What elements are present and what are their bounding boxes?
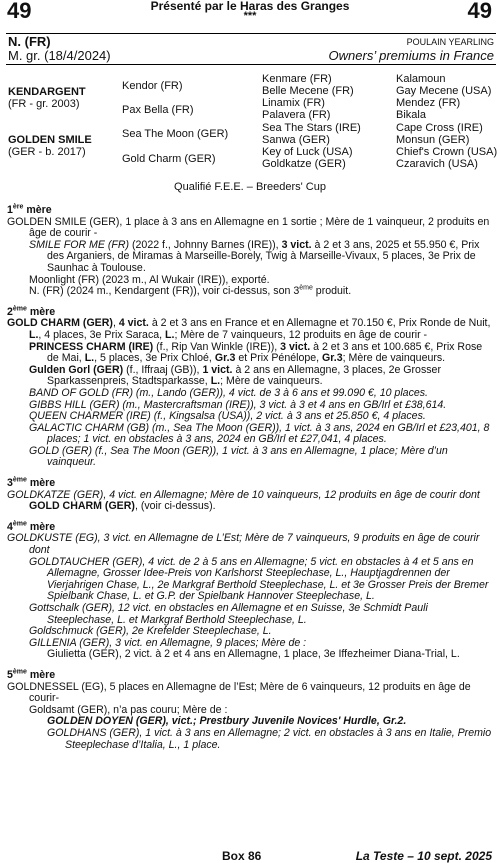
gen3-1: Kenmare (FR) (262, 73, 332, 85)
dam4-produce-goldschmuck: Goldschmuck (GER), 2e Krefelder Steeplechase, L. (29, 625, 272, 638)
gen3-7: Key of Luck (USA) (262, 146, 353, 158)
dam5-heading: 5ème mère (7, 668, 56, 681)
dam4-produce-goldtaucher: GOLDTAUCHER (GER), 4 vict. de 2 à 5 ans en Allemagne; 5 vict. en obstacles à 4 et 5 ans en Allemagne, Grosser Idee-Preis von Karlshorst Steeplechase, L., Hauptjagdrennen der Vierjahrigen Chase, L., 2e Markgraf Berthold Steeplechase, L. et 3e Grosser Preis der Bremer Spielbank Chase, L. et G.P. der Spielbank Hannover Steeplechase, L. (29, 555, 489, 603)
horse-name: N. (FR) (8, 34, 51, 49)
gen2-1: Kendor (FR) (122, 80, 183, 92)
gen3-5: Sea The Stars (IRE) (262, 122, 361, 134)
dam5-produce-golden-doyen: GOLDEN DOYEN (GER), vict.; Prestbury Juvenile Novices' Hurdle, Gr.2. (47, 715, 407, 728)
gen4-5: Cape Cross (IRE) (396, 122, 483, 134)
qualification: Qualifié F.E.E. – Breeders' Cup (174, 181, 326, 193)
gen4-6: Monsun (GER) (396, 134, 470, 146)
box-number: Box 86 (222, 849, 262, 863)
dam3-line: GOLDKATZE (GER), 4 vict. en Allemagne; Mère de 10 vainqueurs, 12 produits en âge de courir dont (7, 488, 480, 501)
produce-record (7, 205, 493, 751)
dam3-heading: 3ème mère (7, 476, 56, 490)
dam-info: (GER - b. 2017) (8, 146, 86, 158)
gen3-6: Sanwa (GER) (262, 134, 330, 146)
dam1-produce-3: N. (FR) (2024 m., Kendargent (FR)), voir ci-dessus, son 3ème produit. (29, 284, 352, 298)
dam1-line: GOLDEN SMILE (GER), 1 place à 3 ans en Allemagne en 1 sortie ; Mère de 1 vainqueur, 2 produits en âge de courir - (7, 215, 490, 240)
dam5-produce-goldsamt: Goldsamt (GER), n’a pas couru; Mère de : (29, 703, 228, 716)
gen3-8: Goldkatze (GER) (262, 158, 346, 170)
gen3-2: Belle Mecene (FR) (262, 85, 354, 97)
gen2-4: Gold Charm (GER) (122, 153, 216, 165)
dam4-line: GOLDKUSTE (EG), 3 vict. en Allemagne de L’Est; Mère de 7 vainqueurs, 9 produits en âge de courir dont (7, 532, 480, 557)
gen4-2: Gay Mecene (USA) (396, 85, 492, 97)
horse-header (6, 33, 496, 65)
lot-number-left: 49 (7, 0, 32, 23)
dam1-produce-2: Moonlight (FR) (2023 m., Al Wukair (IRE)), exporté. (29, 273, 270, 286)
dam5-produce-goldhans: GOLDHANS (GER), 1 vict. à 3 ans en Allemagne; 2 vict. en obstacles à 3 ans en Italie, Premio Steeplechase d’Italia, L., 1 place. (47, 726, 492, 751)
dam4-produce-gillenia: GILLENIA (GER), 3 vict. en Allemagne, 9 places; Mère de : (29, 636, 307, 649)
category: POULAIN YEARLING (406, 37, 494, 47)
dam1-produce-1: SMILE FOR ME (FR) (2022 f., Johnny Barnes (IRE)), 3 vict. à 2 et 3 ans, 2025 et 55.950 €, Prix des Arganiers, de Miramas à Marseille-Borely, Twig à Marseille-Vivaux, 5 places, 3e Prix de Saunhac à Toulouse. (29, 238, 480, 274)
dam5-line: GOLDNESSEL (EG), 5 places en Allemagne de l’Est; Mère de 6 vainqueurs, 12 produits en âge de courir- (7, 680, 471, 705)
gen4-1: Kalamoun (396, 73, 446, 85)
owners-premiums: Owners’ premiums in France (328, 48, 494, 63)
dam4-produce-gottschalk: Gottschalk (GER), 12 vict. en obstacles en Allemagne et en Suisse, 3e Schmidt Pauli Steeplechase, L. et Markgraf Berthold Steeplechase, L. (29, 602, 428, 626)
dam2-line: GOLD CHARM (GER), 4 vict. à 2 et 3 ans en France et en Allemagne et 70.150 €, Prix Ronde de Nuit, L., 4 places, 3e Prix Saraca, L.; Mère de 7 vainqueurs, 12 produits en âge de courir - (7, 317, 491, 341)
horse-details: M. gr. (18/4/2024) (8, 48, 111, 63)
gen2-3: Sea The Moon (GER) (122, 128, 229, 140)
dam2-produce-gibbs-hill: GIBBS HILL (GER) (m., Mastercraftsman (IRE)), 3 vict. à 3 et 4 ans en GB/Irl et £38,614. (29, 398, 447, 411)
dam2-produce-gulden-gorl: Gulden Gorl (GER) (f., Iffraaj (GB)), 1 vict. à 2 ans en Allemagne, 3 places, 2e Grosser Sparkassenpreis, Stadtsparkasse, L.; Mère de vainqueurs. (29, 363, 441, 388)
dam2-produce-gold: GOLD (GER) (f., Sea The Moon (GER)), 1 vict. à 3 ans en Allemagne, 1 place; Mère d’un vainqueur. (29, 444, 448, 469)
dam3-produce: GOLD CHARM (GER), (voir ci-dessus). (29, 500, 216, 513)
dam1-heading: 1ère mère (7, 203, 52, 216)
gen3-3: Linamix (FR) (262, 97, 325, 109)
dam4-heading: 4ème mère (7, 520, 56, 533)
sale-venue-date: La Teste – 10 sept. 2025 (355, 849, 492, 863)
dam2-produce-princess-charm: PRINCESS CHARM (IRE) (f., Rip Van Winkle (IRE)), 3 vict. à 2 et 3 ans et 100.685 €, Prix Rose de Mai, L., 5 places, 3e Prix Chloé, Gr.3 et Prix Pénélope, Gr.3; Mère de vainqueurs. (29, 340, 483, 365)
dam2-produce-galactic-charm: GALACTIC CHARM (GB) (m., Sea The Moon (GER)), 1 vict. à 3 ans, 2024 en GB/Irl et £23,401, 8 places; 1 vict. en obstacles à 3 ans, 2024 en GB/Irl et £27,041, 4 places. (29, 421, 490, 446)
presenter: Présenté par le Haras des Granges (150, 0, 350, 13)
gen2-2: Pax Bella (FR) (122, 104, 194, 116)
dam2-produce-band-of-gold: BAND OF GOLD (FR) (m., Lando (GER)), 4 vict. de 3 à 6 ans et 99.090 €, 10 places. (29, 386, 428, 399)
gen4-4: Bikala (396, 109, 426, 121)
gen4-7: Chief's Crown (USA) (396, 146, 498, 158)
sire-name: KENDARGENT (8, 86, 86, 98)
sire-info: (FR - gr. 2003) (8, 98, 80, 110)
dam4-produce-giulietta: Giulietta (GER), 2 vict. à 2 et 4 ans en Allemagne, 1 place, 3e Iffezheimer Diana-Trial, L. (47, 648, 460, 661)
dam-name: GOLDEN SMILE (8, 134, 92, 146)
gen4-3: Mendez (FR) (396, 97, 461, 109)
dam2-produce-queen-charmer: QUEEN CHARMER (IRE) (f., Kingsalsa (USA)), 2 vict. à 3 ans et 25.850 €, 4 places. (29, 410, 426, 423)
gen3-4: Palavera (FR) (262, 109, 331, 121)
dam2-heading: 2ème mère (7, 305, 56, 318)
gen4-8: Czaravich (USA) (396, 158, 478, 170)
lot-number-right: 49 (467, 0, 492, 23)
stars: *** (243, 10, 257, 22)
